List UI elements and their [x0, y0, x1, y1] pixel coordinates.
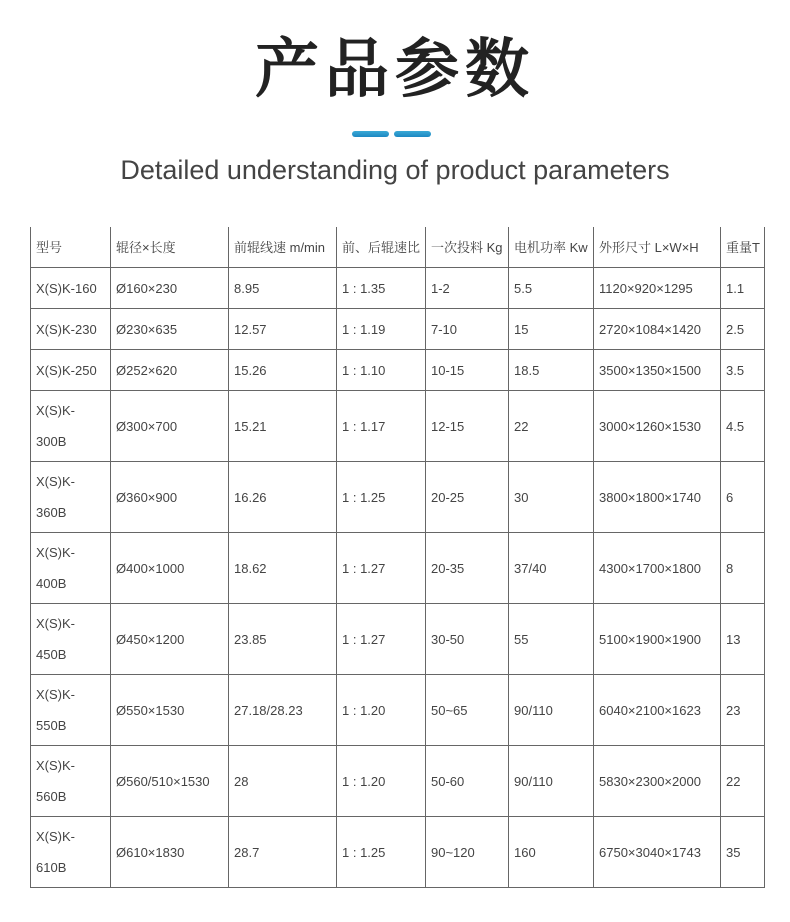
table-header-row: [31, 227, 765, 268]
roll-size-cell: Ø300×700: [111, 391, 229, 462]
speed-ratio-cell: 1 : 1.10: [337, 350, 426, 391]
front-roll-speed-cell: 15.21: [229, 391, 337, 462]
title-accent-bar-left: [352, 131, 389, 137]
dimensions-cell: 6750×3040×1743: [594, 817, 721, 888]
motor-power-cell: 22: [509, 391, 594, 462]
speed-ratio-cell: 1 : 1.27: [337, 533, 426, 604]
dimensions-cell: 6040×2100×1623: [594, 675, 721, 746]
dimensions-cell: 3800×1800×1740: [594, 462, 721, 533]
dimensions-cell: 5830×2300×2000: [594, 746, 721, 817]
weight-cell: 8: [721, 533, 765, 604]
batch-capacity-cell: 90~120: [426, 817, 509, 888]
table-row: [31, 350, 765, 391]
roll-size-cell: Ø360×900: [111, 462, 229, 533]
speed-ratio-cell: 1 : 1.25: [337, 462, 426, 533]
weight-cell: 22: [721, 746, 765, 817]
roll-size-cell: Ø560/510×1530: [111, 746, 229, 817]
weight-cell: 35: [721, 817, 765, 888]
roll-size-cell: Ø550×1530: [111, 675, 229, 746]
model-cell: X(S)K-250: [31, 350, 111, 391]
batch-capacity-cell: 20-35: [426, 533, 509, 604]
batch-capacity-cell: 50~65: [426, 675, 509, 746]
batch-capacity-cell: 30-50: [426, 604, 509, 675]
batch-capacity-cell: 20-25: [426, 462, 509, 533]
front-roll-speed-cell: 27.18/28.23: [229, 675, 337, 746]
weight-cell: 23: [721, 675, 765, 746]
front-roll-speed-cell: 8.95: [229, 268, 337, 309]
roll-size-cell: Ø230×635: [111, 309, 229, 350]
front-roll-speed-cell: 18.62: [229, 533, 337, 604]
dimensions-cell: 1120×920×1295: [594, 268, 721, 309]
page-subtitle: Detailed understanding of product parameters: [120, 155, 670, 185]
weight-cell: 3.5: [721, 350, 765, 391]
table-row: [31, 268, 765, 309]
speed-ratio-cell: 1 : 1.19: [337, 309, 426, 350]
dimensions-cell: 3500×1350×1500: [594, 350, 721, 391]
weight-cell: 13: [721, 604, 765, 675]
dimensions-cell: 2720×1084×1420: [594, 309, 721, 350]
motor-power-cell: 18.5: [509, 350, 594, 391]
roll-size-cell: Ø252×620: [111, 350, 229, 391]
dimensions-cell: 5100×1900×1900: [594, 604, 721, 675]
roll-size-cell: Ø450×1200: [111, 604, 229, 675]
roll-size-cell: Ø160×230: [111, 268, 229, 309]
dimensions-cell: 3000×1260×1530: [594, 391, 721, 462]
weight-cell: 4.5: [721, 391, 765, 462]
product-parameters-table: [30, 227, 765, 888]
front-roll-speed-cell: 28.7: [229, 817, 337, 888]
title-accent-bar-right: [394, 131, 431, 137]
roll-size-cell: Ø610×1830: [111, 817, 229, 888]
roll-size-cell: Ø400×1000: [111, 533, 229, 604]
batch-capacity-cell: 7-10: [426, 309, 509, 350]
model-cell: X(S)K-160: [31, 268, 111, 309]
speed-ratio-cell: 1 : 1.35: [337, 268, 426, 309]
motor-power-cell: 90/110: [509, 675, 594, 746]
front-roll-speed-cell: 15.26: [229, 350, 337, 391]
table-row: [31, 533, 765, 604]
front-roll-speed-cell: 28: [229, 746, 337, 817]
speed-ratio-cell: 1 : 1.27: [337, 604, 426, 675]
weight-cell: 2.5: [721, 309, 765, 350]
model-cell: X(S)K- 610B: [31, 817, 111, 888]
model-cell: X(S)K- 400B: [31, 533, 111, 604]
batch-capacity-cell: 50-60: [426, 746, 509, 817]
column-header: 前辊线速 m/min: [229, 227, 337, 268]
motor-power-cell: 37/40: [509, 533, 594, 604]
batch-capacity-cell: 10-15: [426, 350, 509, 391]
table-row: [31, 746, 765, 817]
table-row: [31, 391, 765, 462]
dimensions-cell: 4300×1700×1800: [594, 533, 721, 604]
model-cell: X(S)K- 550B: [31, 675, 111, 746]
model-cell: X(S)K- 450B: [31, 604, 111, 675]
table-row: [31, 604, 765, 675]
column-header: 辊径×长度: [111, 227, 229, 268]
column-header: 外形尺寸 L×W×H: [594, 227, 721, 268]
motor-power-cell: 5.5: [509, 268, 594, 309]
table-body: [31, 268, 765, 888]
column-header: 电机功率 Kw: [509, 227, 594, 268]
batch-capacity-cell: 12-15: [426, 391, 509, 462]
table-row: [31, 462, 765, 533]
speed-ratio-cell: 1 : 1.25: [337, 817, 426, 888]
front-roll-speed-cell: 12.57: [229, 309, 337, 350]
table-row: [31, 309, 765, 350]
table-row: [31, 817, 765, 888]
motor-power-cell: 15: [509, 309, 594, 350]
model-cell: X(S)K- 360B: [31, 462, 111, 533]
speed-ratio-cell: 1 : 1.20: [337, 675, 426, 746]
column-header: 一次投料 Kg: [426, 227, 509, 268]
motor-power-cell: 55: [509, 604, 594, 675]
motor-power-cell: 160: [509, 817, 594, 888]
front-roll-speed-cell: 23.85: [229, 604, 337, 675]
motor-power-cell: 30: [509, 462, 594, 533]
motor-power-cell: 90/110: [509, 746, 594, 817]
column-header: 前、后辊速比: [337, 227, 426, 268]
front-roll-speed-cell: 16.26: [229, 462, 337, 533]
speed-ratio-cell: 1 : 1.17: [337, 391, 426, 462]
page-title: 产品参数: [255, 33, 535, 107]
weight-cell: 6: [721, 462, 765, 533]
table-row: [31, 675, 765, 746]
model-cell: X(S)K- 560B: [31, 746, 111, 817]
column-header: 型号: [31, 227, 111, 268]
weight-cell: 1.1: [721, 268, 765, 309]
batch-capacity-cell: 1-2: [426, 268, 509, 309]
speed-ratio-cell: 1 : 1.20: [337, 746, 426, 817]
model-cell: X(S)K- 300B: [31, 391, 111, 462]
column-header: 重量T: [721, 227, 765, 268]
model-cell: X(S)K-230: [31, 309, 111, 350]
